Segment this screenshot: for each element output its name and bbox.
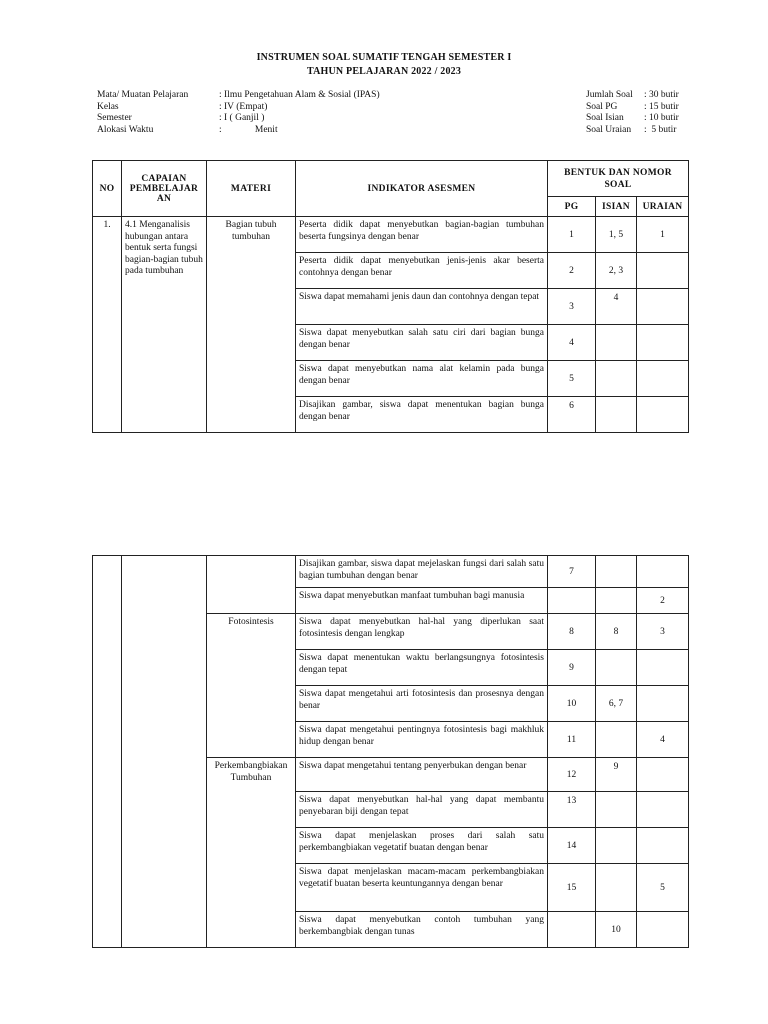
assessment-table-continued	[92, 555, 689, 948]
pg-number: 5	[548, 361, 596, 397]
isian-number: 6, 7	[596, 686, 637, 722]
column-header-capaian: CAPAIAN PEMBELAJAR AN	[122, 161, 207, 217]
indikator-text: Siswa dapat menentukan waktu berlangsungnya fotosintesis dengan tepat	[296, 650, 548, 686]
info-label: Semester	[97, 113, 132, 123]
isian-number	[596, 556, 637, 588]
indikator-text: Siswa dapat menyebutkan manfaat tumbuhan bagi manusia	[296, 588, 548, 614]
info-row-pg	[586, 102, 679, 114]
uraian-number	[637, 325, 689, 361]
info-value: : 30 butir	[644, 90, 679, 100]
column-header-materi: MATERI	[207, 161, 296, 217]
uraian-number	[637, 758, 689, 792]
indikator-text: Siswa dapat mengetahui tentang penyerbukan dengan benar	[296, 758, 548, 792]
uraian-number	[637, 686, 689, 722]
uraian-number	[637, 650, 689, 686]
isian-number	[596, 397, 637, 433]
materi-text: Fotosintesis	[207, 614, 296, 758]
capaian-text	[122, 556, 207, 948]
isian-number	[596, 864, 637, 912]
indikator-text: Siswa dapat menyebutkan hal-hal yang diperlukan saat fotosintesis dengan lengkap	[296, 614, 548, 650]
info-value: : Menit	[219, 124, 278, 135]
pg-number: 11	[548, 722, 596, 758]
capaian-text: 4.1 Menganalisis hubungan antara bentuk serta fungsi bagian-bagian tubuh pada tumbuhan	[122, 217, 207, 433]
info-value: : 15 butir	[644, 101, 679, 112]
pg-number: 14	[548, 828, 596, 864]
column-header-no: NO	[93, 161, 122, 217]
indikator-text: Disajikan gambar, siswa dapat mejelaskan fungsi dari salah satu bagian tumbuhan dengan benar	[296, 556, 548, 588]
info-value: : I ( Ganjil )	[219, 113, 265, 123]
info-row-class	[97, 102, 380, 114]
isian-number: 1, 5	[596, 217, 637, 253]
uraian-number	[637, 289, 689, 325]
indikator-text: Siswa dapat menyebutkan contoh tumbuhan yang berkembangbiak dengan tunas	[296, 912, 548, 948]
table-row	[93, 217, 689, 253]
document-title: INSTRUMEN SOAL SUMATIF TENGAH SEMESTER I	[256, 52, 512, 63]
info-row-semester	[97, 113, 380, 125]
info-label: Mata/ Muatan Pelajaran	[97, 90, 189, 100]
indikator-text: Siswa dapat menjelaskan proses dari salah satu perkembangbiakan vegetatif buatan dengan benar	[296, 828, 548, 864]
info-row-total	[586, 90, 679, 102]
info-label: Alokasi Waktu	[97, 124, 154, 135]
uraian-number: 3	[637, 614, 689, 650]
uraian-number: 2	[637, 588, 689, 614]
uraian-number	[637, 792, 689, 828]
isian-number: 8	[596, 614, 637, 650]
document-subtitle: TAHUN PELAJARAN 2022 / 2023	[306, 66, 462, 77]
column-header-isian: ISIAN	[596, 197, 637, 217]
isian-number	[596, 828, 637, 864]
isian-number: 2, 3	[596, 253, 637, 289]
indikator-text: Peserta didik dapat menyebutkan bagian-bagian tumbuhan beserta fungsinya dengan benar	[296, 217, 548, 253]
pg-number: 9	[548, 650, 596, 686]
pg-number	[548, 912, 596, 948]
pg-number: 8	[548, 614, 596, 650]
uraian-number	[637, 361, 689, 397]
indikator-text: Siswa dapat mengetahui arti fotosintesis dan prosesnya dengan benar	[296, 686, 548, 722]
assessment-table	[92, 160, 689, 433]
pg-number: 4	[548, 325, 596, 361]
isian-number: 10	[596, 912, 637, 948]
pg-number: 3	[548, 289, 596, 325]
info-label: Jumlah Soal	[586, 90, 633, 100]
indikator-text: Siswa dapat menyebutkan nama alat kelamin pada bunga dengan benar	[296, 361, 548, 397]
pg-number: 10	[548, 686, 596, 722]
indikator-text: Siswa dapat menyebutkan hal-hal yang dapat membantu penyebaran biji dengan tepat	[296, 792, 548, 828]
info-value: : Ilmu Pengetahuan Alam & Sosial (IPAS)	[219, 90, 380, 100]
uraian-number: 5	[637, 864, 689, 912]
uraian-number	[637, 397, 689, 433]
column-header-indikator: INDIKATOR ASESMEN	[296, 161, 548, 217]
info-value: : 5 butir	[644, 124, 677, 135]
isian-number	[596, 792, 637, 828]
indikator-text: Siswa dapat menyebutkan salah satu ciri dari bagian bunga dengan benar	[296, 325, 548, 361]
materi-text	[207, 556, 296, 614]
indikator-text: Disajikan gambar, siswa dapat menentukan bagian bunga dengan benar	[296, 397, 548, 433]
materi-text: Perkembangbiakan Tumbuhan	[207, 758, 296, 948]
info-row-uraian	[586, 125, 679, 137]
info-row-subject	[97, 90, 380, 102]
isian-number	[596, 325, 637, 361]
uraian-number	[637, 828, 689, 864]
info-value: : 10 butir	[644, 113, 679, 123]
indikator-text: Siswa dapat mengetahui pentingnya fotosintesis bagi makhluk hidup dengan benar	[296, 722, 548, 758]
info-label: Soal Isian	[586, 113, 624, 123]
pg-number	[548, 588, 596, 614]
uraian-number	[637, 253, 689, 289]
subject-info	[97, 90, 380, 136]
row-number: 1.	[93, 217, 122, 433]
uraian-number	[637, 556, 689, 588]
table-row	[93, 556, 689, 588]
info-label: Kelas	[97, 101, 119, 112]
uraian-number: 1	[637, 217, 689, 253]
info-row-time	[97, 125, 380, 137]
isian-number: 9	[596, 758, 637, 792]
pg-number: 2	[548, 253, 596, 289]
column-header-bentuk: BENTUK DAN NOMOR SOAL	[548, 161, 689, 197]
info-value: : IV (Empat)	[219, 101, 268, 112]
column-header-pg: PG	[548, 197, 596, 217]
row-number	[93, 556, 122, 948]
indikator-text: Siswa dapat memahami jenis daun dan contohnya dengan tepat	[296, 289, 548, 325]
isian-number: 4	[596, 289, 637, 325]
materi-text: Bagian tubuh tumbuhan	[207, 217, 296, 433]
isian-number	[596, 722, 637, 758]
isian-number	[596, 650, 637, 686]
pg-number: 13	[548, 792, 596, 828]
info-label: Soal Uraian	[586, 124, 632, 135]
indikator-text: Siswa dapat menjelaskan macam-macam perkembangbiakan vegetatif buatan beserta keuntungannya dengan benar	[296, 864, 548, 912]
isian-number	[596, 588, 637, 614]
column-header-uraian: URAIAN	[637, 197, 689, 217]
uraian-number: 4	[637, 722, 689, 758]
isian-number	[596, 361, 637, 397]
uraian-number	[637, 912, 689, 948]
pg-number: 7	[548, 556, 596, 588]
indikator-text: Peserta didik dapat menyebutkan jenis-jenis akar beserta contohnya dengan benar	[296, 253, 548, 289]
pg-number: 1	[548, 217, 596, 253]
question-count-info	[586, 90, 679, 136]
info-label: Soal PG	[586, 101, 618, 112]
info-row-isian	[586, 113, 679, 125]
pg-number: 15	[548, 864, 596, 912]
pg-number: 12	[548, 758, 596, 792]
pg-number: 6	[548, 397, 596, 433]
